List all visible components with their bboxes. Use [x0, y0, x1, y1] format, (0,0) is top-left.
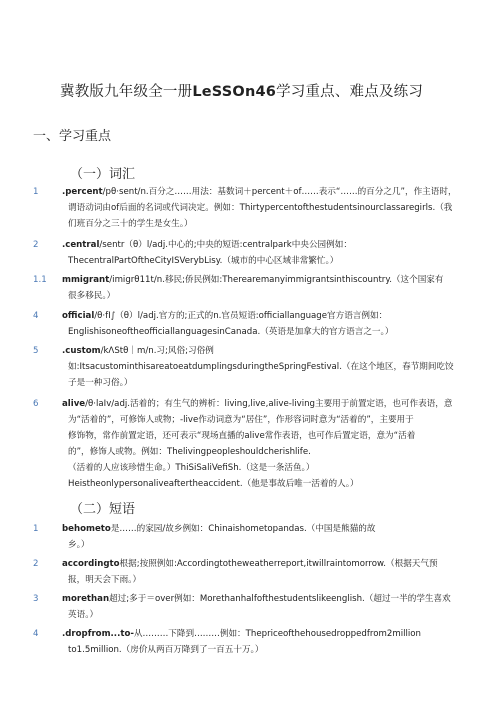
title-suffix: 学习重点、难点及练习 [276, 84, 424, 100]
item-number: 1 [33, 524, 39, 534]
item-term: .dropfrom...to- [62, 629, 134, 639]
subsection-vocabulary: （一）词汇 [70, 167, 136, 182]
item-number: 1 [33, 187, 39, 197]
item-term: .custom [62, 346, 101, 356]
item-term: official [62, 311, 95, 321]
document-page: 冀教版九年级全一册LeSSOn46学习重点、难点及练习 一、学习重点 （一）词汇 1 .percent/pθ·sent/n.百分之……用法：基数词＋percent＋of……表示“……的百分之几”，作主语时， 谓语动词由of后面的名词或代词决定。例如：Thirtypercentofthestudentsinourclassaregirls.（我 们班百分之三十的学生是女生。） 2 .central/sentr（θ）l/adj.中心的;中央的短语:centralpark中央公园例如： ThecentralPartOftheCityISVerybLisy.（城市的中心区域非常繁忙。） 1.1 mmigrant/imigrθ11t/n.移民;侨民例如:Therearemanyimmigrantsinthiscountry.（这个国家有 很多移民。） 4 official/θ·fI∫（θ）l/adj.官方的;正式的n.官员短语:officiallanguage官方语言例如： EnglishisoneoftheofficiallanguagesinCanada.（英语是加拿大的官方语言之一。） 5 .custom/kΛStθ｜m/n.习;风俗;习俗例 如:ItsacustominthisareatoeatdumplingsduringtheSpringFestival.（在这个地区，春节期间吃饺 子是一种习俗。） 6 alive/θ·laIv/adj.活着的；有生气的辨析：living,live,alive-living主要用于前置定语，也可作表语，意 为“活着的”，可修饰人或物；-live作动词意为“居住”，作形容词时意为“活着的”，主要用于 修饰物，常作前置定语，还可表示“现场直播的alive常作表语，也可作后置定语，意为“活着 的”，修饰人或物。例如：Thelivingpeopleshouldcherishlife. （活着的人应该珍惜生命。）ThiSiSaliVefiSh.（这是一条活鱼。） Heistheonlypersonaliveaftertheaccident.（他是事故后唯一活着的人。） （二）短语 1 behometo是……的家园/故乡例如：Chinaishometopandas.（中国是熊猫的故 乡。） 2 accordingto根据;按照例如:Accordingtotheweatherreport,itwillraintomorrow.（根据天气预 报，明天会下雨。） 3 morethan超过;多于＝over例如：Morethanhalfofthestudentslikeenglish.（超过一半的学生喜欢 英语。） 4 .dropfrom...to-从………下降到………例如：Thepriceofthehousedroppedfrom2million to1.5million.（房价从两百万降到了一百五十万。） [0, 0, 500, 707]
item-term: .central [62, 240, 100, 250]
title-prefix: 冀教版九年级全一册 [60, 84, 193, 100]
item-term: alive [62, 399, 86, 409]
item-number: 4 [33, 629, 39, 639]
item-term: .percent [62, 187, 103, 197]
item-number: 3 [33, 594, 39, 604]
item-number: 1.1 [33, 275, 47, 285]
item-number: 4 [33, 311, 39, 321]
section-heading: 一、学习重点 [33, 129, 112, 144]
item-term: accordingto [62, 559, 120, 569]
document-title [60, 80, 460, 101]
item-number: 2 [33, 559, 39, 569]
title-lesson: LeSSOn46 [192, 84, 277, 100]
item-term: morethan [62, 594, 110, 604]
item-number: 2 [33, 240, 39, 250]
item-term: behometo [62, 524, 111, 534]
item-term: mmigrant [62, 275, 110, 285]
item-number: 6 [33, 399, 39, 409]
item-number: 5 [33, 346, 39, 356]
subsection-phrases: （二）短语 [70, 502, 136, 517]
